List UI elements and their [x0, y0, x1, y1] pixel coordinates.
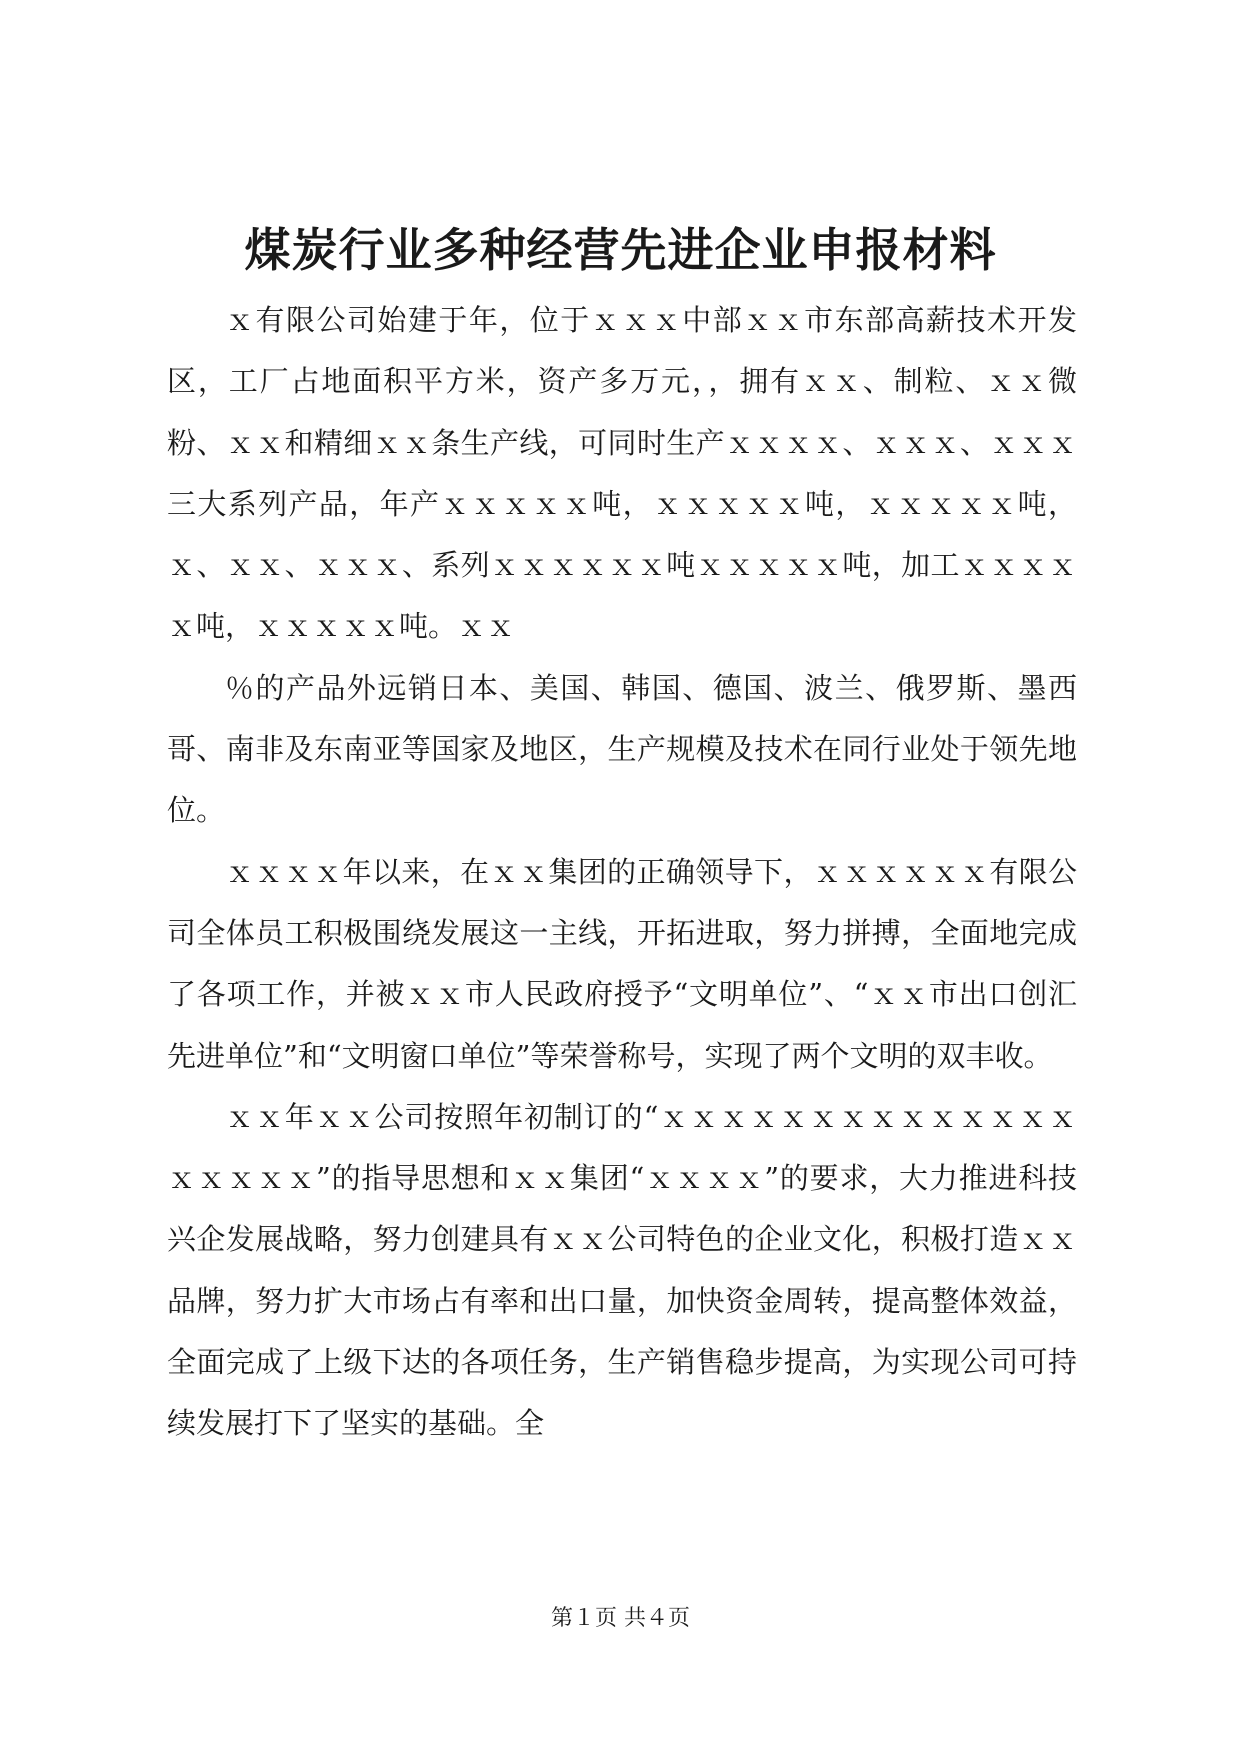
paragraph-2: ％的产品外远销日本、美国、韩国、德国、波兰、俄罗斯、墨西哥、南非及东南亚等国家及地区，生产规模及技术在同行业处于领先地位。	[167, 670, 1077, 828]
paragraph-3: ｘｘｘｘ年以来，在ｘｘ集团的正确领导下，ｘｘｘｘｘｘ有限公司全体员工积极围绕发展这一主线，开拓进取，努力拼搏，全面地完成了各项工作，并被ｘｘ市人民政府授予“文明单位”、“ｘｘ市出口创汇先进单位”和“文明窗口单位”等荣誉称号，实现了两个文明的双丰收。	[167, 854, 1077, 1073]
page-number-footer: 第１页 共４页	[551, 1606, 690, 1631]
document-body	[167, 290, 1077, 1455]
paragraph-1: ｘ有限公司始建于年，位于ｘｘｘ中部ｘｘ市东部高薪技术开发区，工厂占地面积平方米，资产多万元，，拥有ｘｘ、制粒、ｘｘ微粉、ｘｘ和精细ｘｘ条生产线，可同时生产ｘｘｘｘ、ｘｘｘ、ｘｘｘ三大系列产品，年产ｘｘｘｘｘ吨，ｘｘｘｘｘ吨，ｘｘｘｘｘ吨，ｘ、ｘｘ、ｘｘｘ、系列ｘｘｘｘｘｘ吨ｘｘｘｘｘ吨，加工ｘｘｘｘｘ吨，ｘｘｘｘｘ吨。ｘｘ	[167, 303, 1077, 644]
paragraph-4: ｘｘ年ｘｘ公司按照年初制订的“ｘｘｘｘｘｘｘｘｘｘｘｘｘｘｘｘｘｘｘ”的指导思想和ｘｘ集团“ｘｘｘｘ”的要求，大力推进科技兴企发展战略，努力创建具有ｘｘ公司特色的企业文化，积极打造ｘｘ品牌，努力扩大市场占有率和出口量，加快资金周转，提高整体效益，全面完成了上级下达的各项任务，生产销售稳步提高，为实现公司可持续发展打下了坚实的基础。全	[167, 1099, 1077, 1441]
document-title: 煤炭行业多种经营先进企业申报材料	[244, 223, 997, 277]
